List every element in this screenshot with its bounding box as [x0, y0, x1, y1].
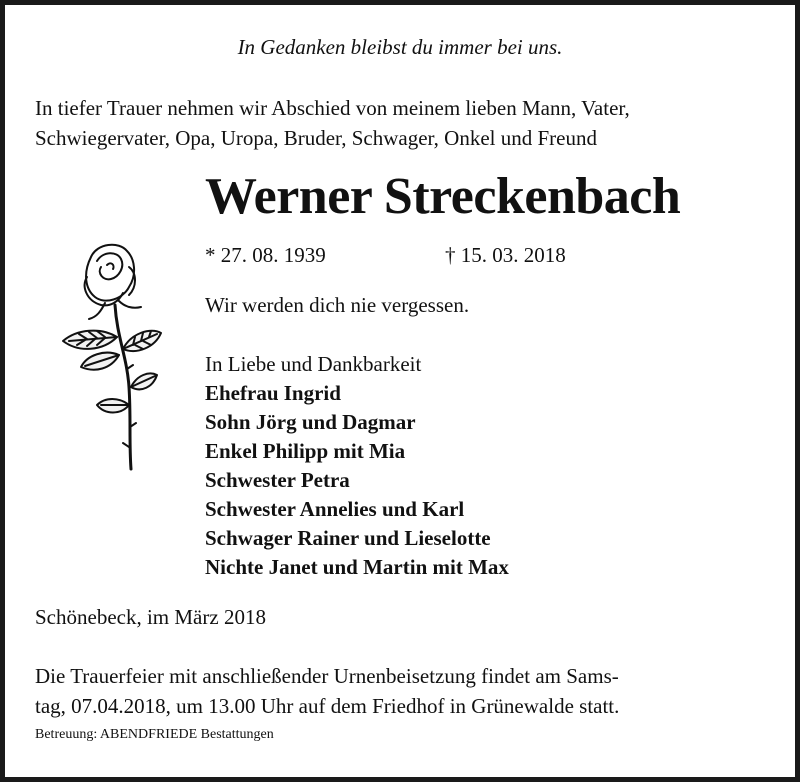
rose-icon	[57, 237, 167, 482]
ceremony-info	[35, 661, 775, 721]
mourner: Schwester Petra	[205, 468, 350, 492]
intro-line: Schwiegervater, Opa, Uropa, Bruder, Schwager, Onkel und Freund	[35, 126, 597, 150]
death-date: † 15. 03. 2018	[445, 243, 566, 267]
funeral-home-credit: Betreuung: ABENDFRIEDE Bestattungen	[35, 727, 274, 742]
birth-date: * 27. 08. 1939	[205, 243, 326, 267]
intro-text	[35, 93, 775, 153]
ceremony-line: Die Trauerfeier mit anschließender Urnenbeisetzung findet am Sams-	[35, 664, 619, 688]
mourner: Sohn Jörg und Dagmar	[205, 410, 416, 434]
intro-line: In tiefer Trauer nehmen wir Abschied von meinem lieben Mann, Vater,	[35, 96, 630, 120]
place-date: Schönebeck, im März 2018	[35, 605, 266, 629]
mourner: Nichte Janet und Martin mit Max	[205, 555, 509, 579]
mourner: Schwager Rainer und Lieselotte	[205, 526, 491, 550]
mourner: Ehefrau Ingrid	[205, 381, 341, 405]
signoff: In Liebe und Dankbarkeit	[205, 352, 422, 376]
mourner: Schwester Annelies und Karl	[205, 497, 465, 521]
mourners-list	[205, 350, 509, 582]
deceased-name: Werner Streckenbach	[205, 168, 681, 225]
mourner: Enkel Philipp mit Mia	[205, 439, 406, 463]
ceremony-line: tag, 07.04.2018, um 13.00 Uhr auf dem Friedhof in Grünewalde statt.	[35, 694, 620, 718]
farewell-quote: Wir werden dich nie vergessen.	[205, 293, 470, 317]
motto: In Gedanken bleibst du immer bei uns.	[237, 35, 563, 59]
